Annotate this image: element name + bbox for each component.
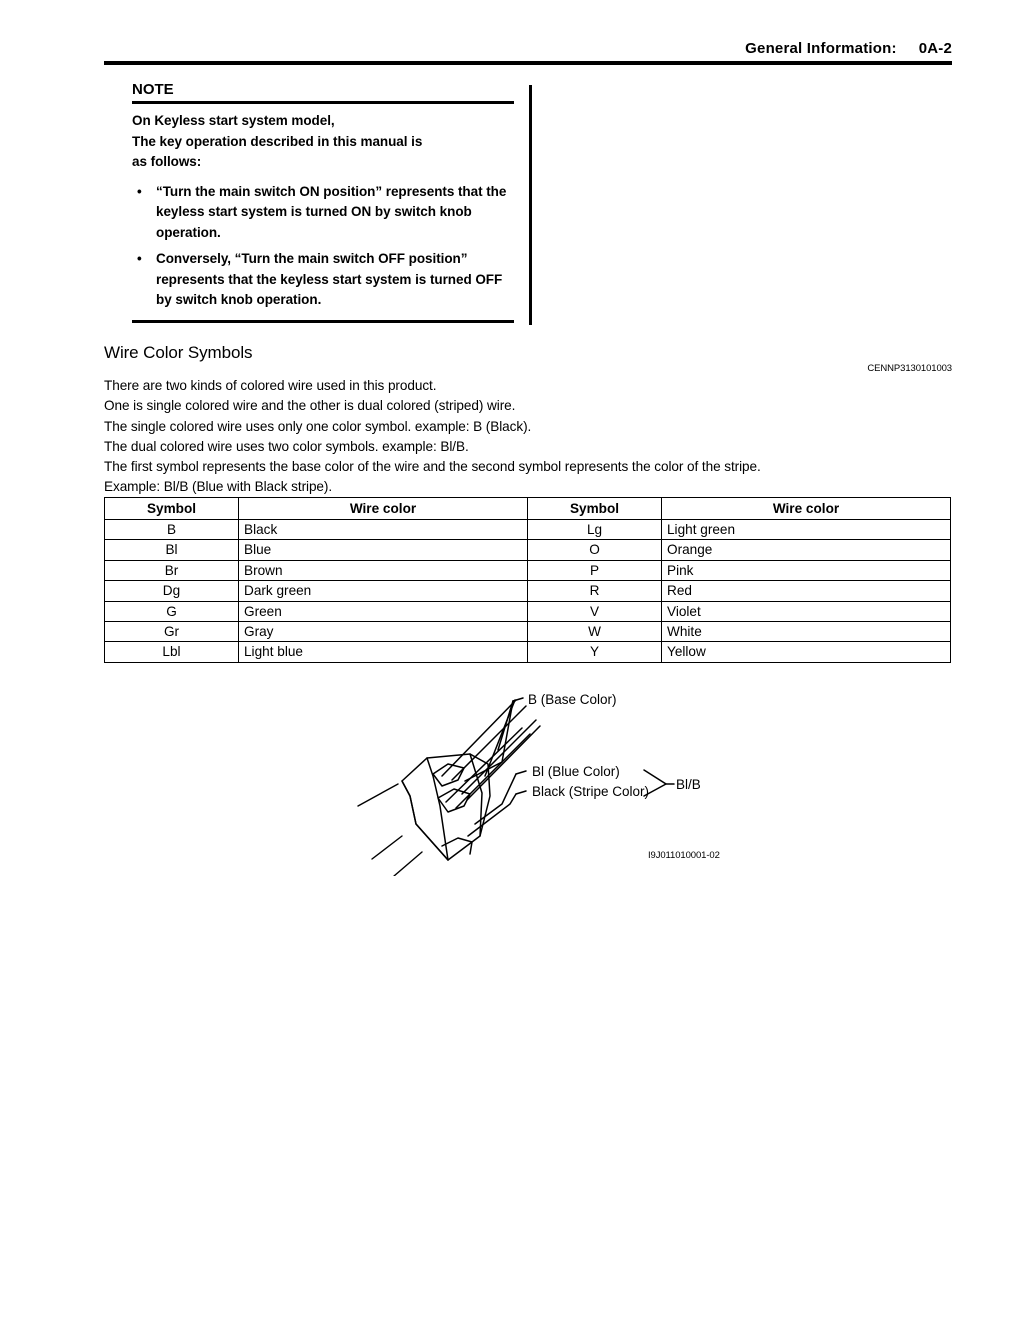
- section-title: Wire Color Symbols: [104, 343, 253, 362]
- symbol-cell: G: [105, 601, 239, 621]
- table-header-cell: Wire color: [239, 498, 528, 520]
- note-box: [132, 80, 517, 323]
- symbol-cell: R: [528, 581, 662, 601]
- symbol-cell: V: [528, 601, 662, 621]
- symbol-cell: Br: [105, 560, 239, 580]
- note-bullet-list: [132, 182, 517, 311]
- note-bullet-item: [132, 249, 517, 311]
- wire-color-cell: Black: [239, 520, 528, 540]
- wire-color-cell: Light green: [662, 520, 951, 540]
- note-intro-line: as follows:: [132, 154, 202, 169]
- table-header-row: [105, 498, 951, 520]
- table-row: [105, 642, 951, 662]
- symbol-cell: Dg: [105, 581, 239, 601]
- figure-label-stripe: Black (Stripe Color): [532, 784, 650, 799]
- table-header-cell: Wire color: [662, 498, 951, 520]
- symbol-cell: P: [528, 560, 662, 580]
- paragraph-line: The dual colored wire uses two color symbols. example: Bl/B.: [104, 438, 469, 454]
- note-label: NOTE: [132, 81, 174, 98]
- table-row: [105, 601, 951, 621]
- wire-color-cell: Yellow: [662, 642, 951, 662]
- table-row: [105, 520, 951, 540]
- page-header-title: General Information:: [745, 40, 897, 57]
- note-bullet-text: Conversely, “Turn the main switch OFF position” represents that the keyless start system is turned OFF by switch knob operation.: [156, 251, 503, 307]
- paragraph-line: The first symbol represents the base color of the wire and the second symbol represents the color of the stripe.: [104, 459, 761, 475]
- wire-color-cell: Gray: [239, 622, 528, 642]
- connector-body-shape: [402, 754, 490, 860]
- symbol-cell: Lg: [528, 520, 662, 540]
- table-row: [105, 540, 951, 560]
- note-column-divider: [529, 85, 532, 325]
- note-bullet-item: [132, 182, 517, 244]
- wire-color-cell: Light blue: [239, 642, 528, 662]
- wire-color-cell: Violet: [662, 601, 951, 621]
- figure-label-combined: Bl/B: [676, 777, 701, 792]
- wire-color-cell: Brown: [239, 560, 528, 580]
- symbol-cell: O: [528, 540, 662, 560]
- note-intro-line: On Keyless start system model,: [132, 113, 335, 128]
- table-header-cell: Symbol: [105, 498, 239, 520]
- wire-color-cell: Dark green: [239, 581, 528, 601]
- figure-label-base: B (Base Color): [528, 692, 617, 707]
- note-rule-bottom: [132, 320, 514, 323]
- wire-connector-illustration: [330, 676, 760, 876]
- paragraph-line: Example: Bl/B (Blue with Black stripe).: [104, 479, 333, 495]
- table-row: [105, 560, 951, 580]
- page-number: 0A-2: [918, 40, 952, 57]
- symbol-cell: W: [528, 622, 662, 642]
- symbol-cell: Lbl: [105, 642, 239, 662]
- wire-color-cell: Orange: [662, 540, 951, 560]
- note-bullet-text: “Turn the main switch ON position” represents that the keyless start system is turned ON by switch knob operation.: [156, 183, 507, 240]
- symbol-cell: Gr: [105, 622, 239, 642]
- note-rule-top: [132, 101, 514, 104]
- note-intro: [132, 111, 517, 173]
- header-rule: [104, 61, 952, 65]
- wire-connector-figure: [330, 676, 760, 876]
- paragraph-line: The single colored wire uses only one color symbol. example: B (Black).: [104, 418, 532, 434]
- bullet-icon: •: [137, 183, 142, 199]
- paragraph-line: There are two kinds of colored wire used in this product.: [104, 378, 437, 393]
- table-header-cell: Symbol: [528, 498, 662, 520]
- section-paragraph: [104, 376, 964, 498]
- wire-color-cell: Pink: [662, 560, 951, 580]
- symbol-cell: Bl: [105, 540, 239, 560]
- wire-color-cell: Blue: [239, 540, 528, 560]
- table-row: [105, 581, 951, 601]
- table-row: [105, 622, 951, 642]
- wire-color-cell: White: [662, 622, 951, 642]
- symbol-cell: Y: [528, 642, 662, 662]
- paragraph-line: One is single colored wire and the other is dual colored (striped) wire.: [104, 398, 516, 414]
- bullet-icon: •: [137, 251, 142, 266]
- symbol-cell: B: [105, 520, 239, 540]
- page-header: [104, 40, 952, 57]
- figure-code: I9J011010001-02: [648, 850, 720, 861]
- figure-label-blue: Bl (Blue Color): [532, 764, 620, 779]
- section-reference-code: CENNP3130101003: [867, 363, 952, 374]
- note-intro-line: The key operation described in this manual is: [132, 133, 423, 149]
- wire-color-cell: Red: [662, 581, 951, 601]
- wire-color-table: [104, 497, 951, 663]
- wire-color-cell: Green: [239, 601, 528, 621]
